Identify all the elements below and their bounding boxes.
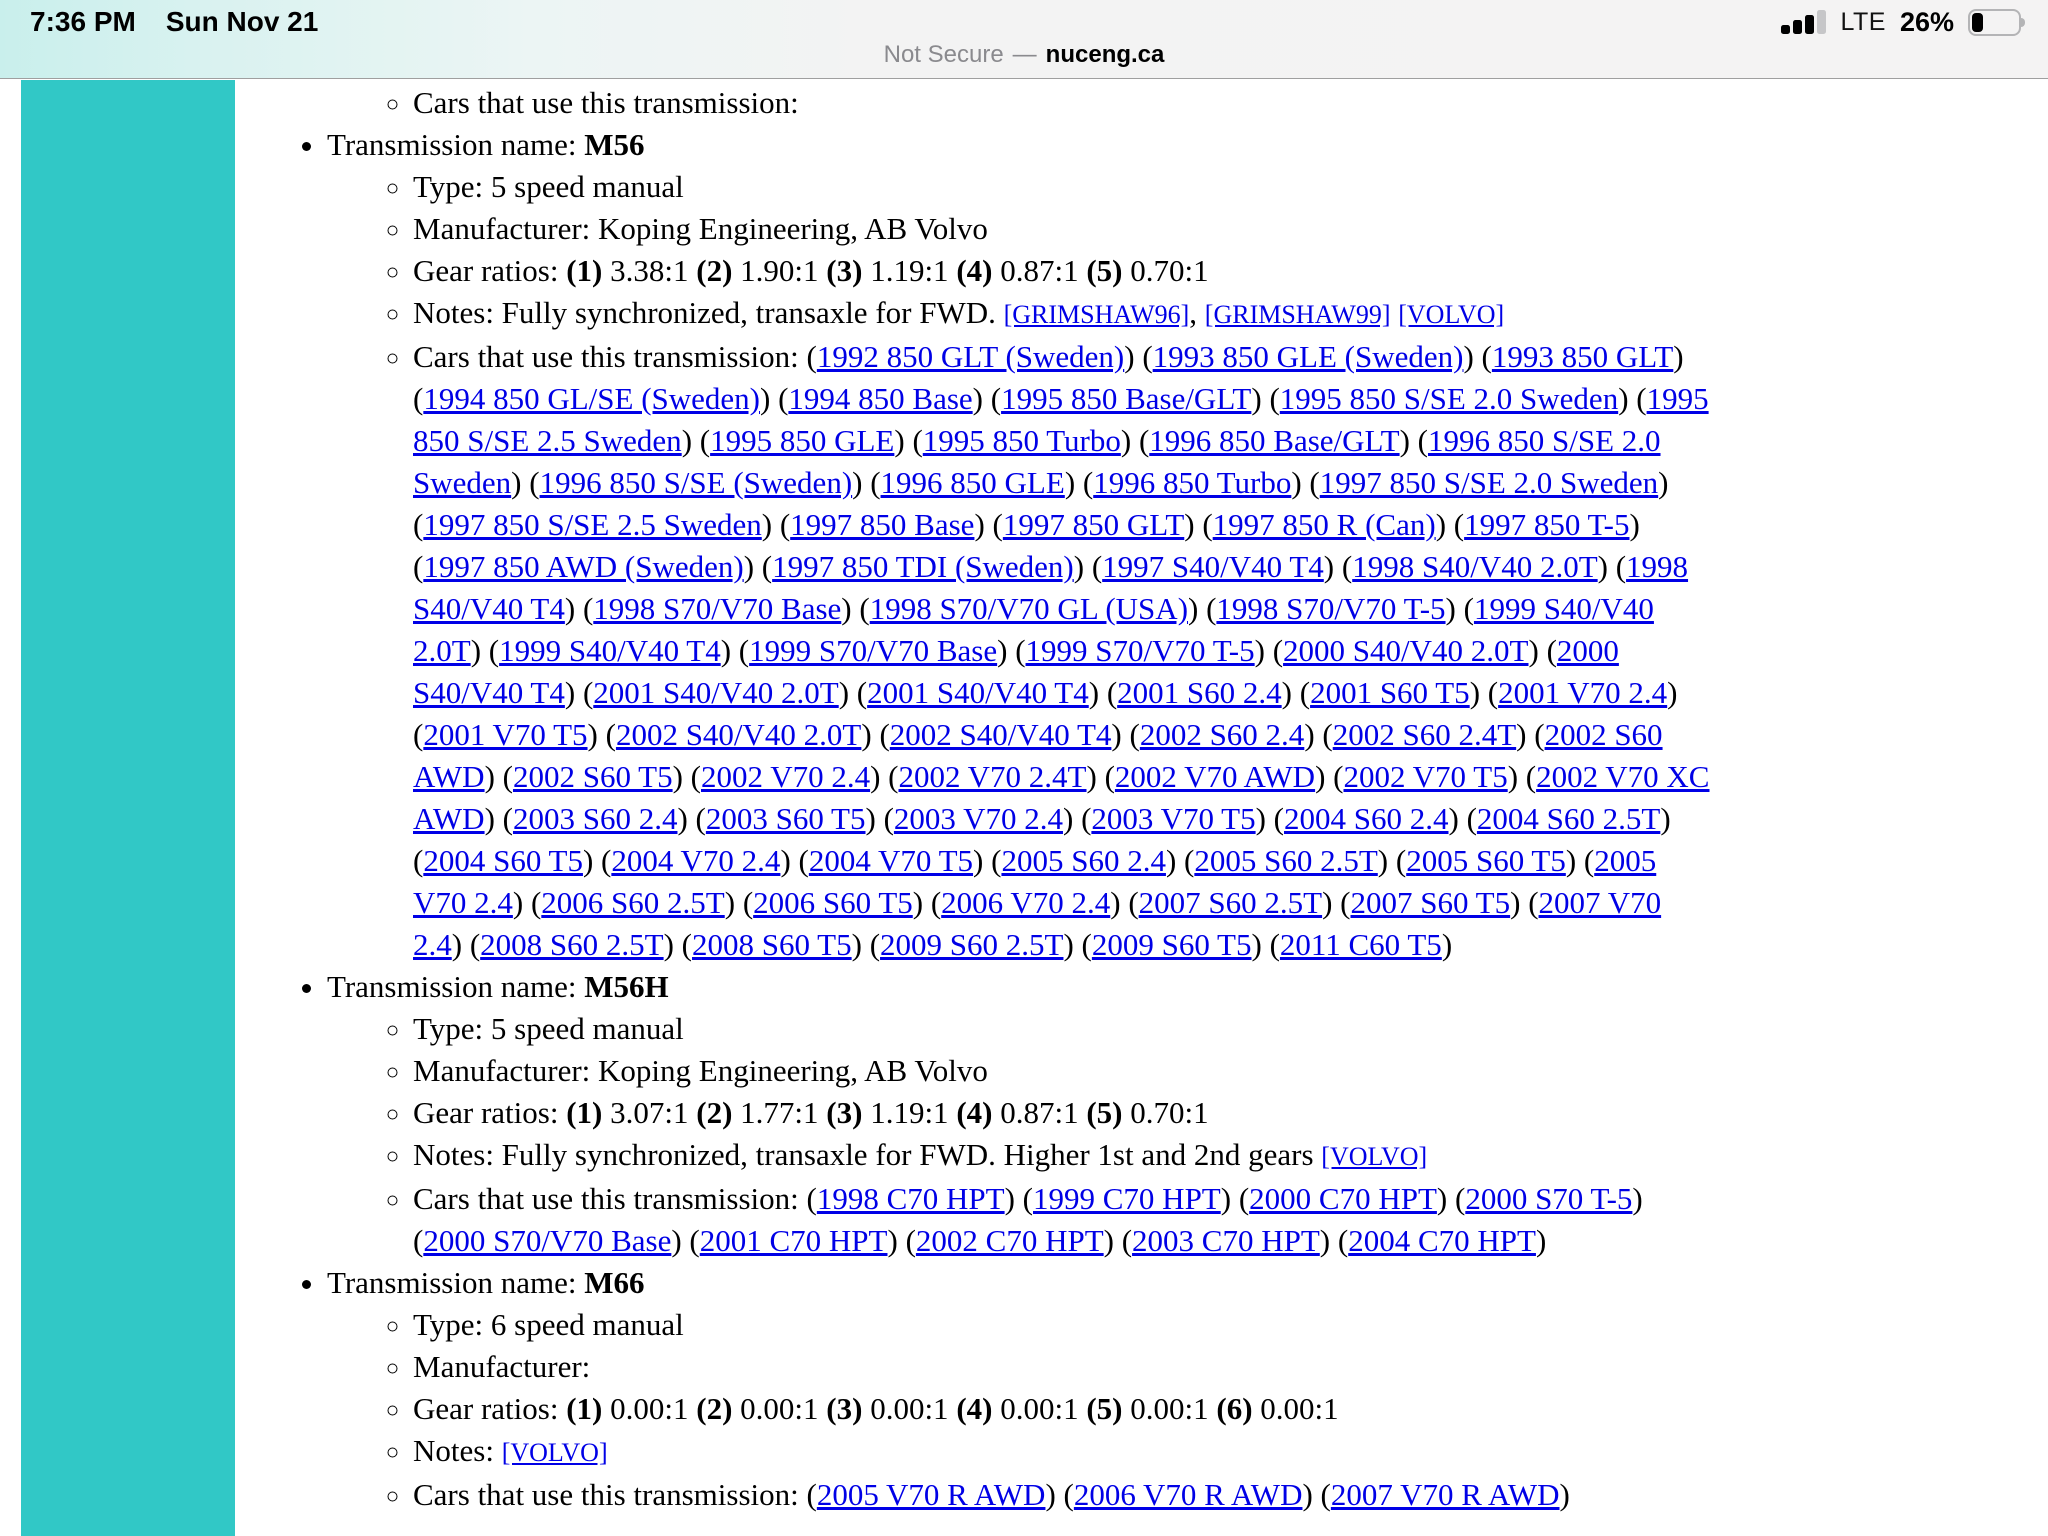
transmission-item: • Transmission name: M66 ◦ Type: 6 speed manual ◦ Manufacturer: ◦ Gear ratios: (1) 0.00:1 (2) 0.00:1 (3) 0.00:1 (4) 0.00:1 (5) 0.00:1 (6) 0.00:1 ◦ Notes: [VOLVO] ◦ Cars that use this transmission: (2005 V70 R AWD) (2006 V70 R AWD) (2007 V70 R AWD) — [327, 1262, 1713, 1516]
car-link[interactable]: 2008 S60 2.5T — [480, 927, 664, 962]
car-link[interactable]: 1998 S40/V40 T4 — [413, 549, 1689, 626]
gear-number: (4) — [956, 1095, 993, 1130]
car-link[interactable]: 2009 S60 2.5T — [880, 927, 1064, 962]
car-link[interactable]: 2002 V70 2.4T — [898, 759, 1087, 794]
car-link[interactable]: 2002 S40/V40 2.0T — [615, 717, 862, 752]
car-link[interactable]: 2006 S60 2.5T — [541, 885, 725, 920]
battery-icon — [1968, 9, 2028, 36]
detail-text: ◦ Manufacturer: — [413, 1346, 1713, 1388]
gear-number: (2) — [696, 1391, 733, 1426]
car-link[interactable]: 1997 850 Base — [790, 507, 975, 542]
gear-number: (2) — [696, 1095, 733, 1130]
car-link[interactable]: 2006 S60 T5 — [753, 885, 913, 920]
car-link[interactable]: 1999 C70 HPT — [1033, 1181, 1221, 1216]
car-link[interactable]: 1997 S40/V40 T4 — [1102, 549, 1324, 584]
transmission-item: • Transmission name: M56 ◦ Type: 5 speed manual ◦ Manufacturer: Koping Engineering, AB Volvo ◦ Gear ratios: (1) 3.38:1 (2) 1.90:1 (3) 1.19:1 (4) 0.87:1 (5) 0.70:1 ◦ Notes: Fully synchronized, transaxle for FWD. [GRIMSHAW96], [GRIMSHAW99] [VOLVO] ◦ Cars that use this transmission: (1992 850 GLT (Sweden)) (1993 850 GLE (Sweden)) (1993 850 GLT) (1994 850 GL/SE (Sweden)) (1994 850 Base) (1995 850 Base/GLT) (1995 850 S/SE 2.0 Sweden) (1995 850 S/SE 2.5 Sweden) (1995 850 GLE) (1995 850 Turbo) (1996 850 Base/GLT) (1996 850 S/SE 2.0 Sweden) (1996 850 S/SE (Sweden)) (1996 850 GLE) (1996 850 Turbo) (1997 850 S/SE 2.0 Sweden) (1997 850 S/SE 2.5 Sweden) (1997 850 Base) (1997 850 GLT) (1997 850 R (Can)) (1997 850 T-5) (1997 850 AWD (Sweden)) (1997 850 TDI (Sweden)) (1997 S40/V40 T4) (1998 S40/V40 2.0T) (1998 S40/V40 T4) (1998 S70/V70 Base) (1998 S70/V70 GL (USA)) (1998 S70/V70 T-5) (1999 S40/V40 2.0T) (1999 S40/V40 T4) (1999 S70/V70 Base) (1999 S70/V70 T-5) (2000 S40/V40 2.0T) (2000 S40/V40 T4) (2001 S40/V40 2.0T) (2001 S40/V40 T4) (2001 S60 2.4) (2001 S60 T5) (2001 V70 2.4) (2001 V70 T5) (2002 S40/V40 2.0T) (2002 S40/V40 T4) (2002 S60 2.4) (2002 S60 2.4T) (2002 S60 AWD) (2002 S60 T5) (2002 V70 2.4) (2002 V70 2.4T) (2002 V70 AWD) (2002 V70 T5) (2002 V70 XC AWD) (2003 S60 2.4) (2003 S60 T5) (2003 V70 2.4) (2003 V70 T5) (2004 S60 2.4) (2004 S60 2.5T) (2004 S60 T5) (2004 V70 2.4) (2004 V70 T5) (2005 S60 2.4) (2005 S60 2.5T) (2005 S60 T5) (2005 V70 2.4) (2006 S60 2.5T) (2006 S60 T5) (2006 V70 2.4) (2007 S60 2.5T) (2007 S60 T5) (2007 V70 2.4) (2008 S60 2.5T) (2008 S60 T5) (2009 S60 2.5T) (2009 S60 T5) (2011 C60 T5) — [327, 124, 1713, 966]
cellular-signal-icon — [1781, 10, 1826, 34]
gear-number: (4) — [956, 1391, 993, 1426]
car-link[interactable]: 1995 850 S/SE 2.5 Sweden — [413, 381, 1709, 458]
car-link[interactable]: 2003 C70 HPT — [1132, 1223, 1320, 1258]
car-link[interactable]: 2003 S60 2.4 — [512, 801, 678, 836]
signal-bar — [1805, 15, 1814, 34]
car-link[interactable]: 2008 S60 T5 — [692, 927, 852, 962]
car-link[interactable]: 1997 850 S/SE 2.0 Sweden — [1319, 465, 1659, 500]
car-link[interactable]: 2002 S60 T5 — [512, 759, 673, 794]
transmission-name: M66 — [584, 1265, 645, 1300]
car-link[interactable]: 1993 850 GLE (Sweden) — [1152, 339, 1464, 374]
car-link[interactable]: 2000 S40/V40 2.0T — [1283, 633, 1529, 668]
car-link[interactable]: 2004 V70 T5 — [808, 843, 974, 878]
detail-gears: ◦ Gear ratios: (1) 3.38:1 (2) 1.90:1 (3) 1.19:1 (4) 0.87:1 (5) 0.70:1 — [413, 250, 1713, 292]
transmission-details — [327, 1304, 1713, 1516]
status-time: 7:36 PM — [30, 6, 136, 37]
car-link[interactable]: 2001 V70 2.4 — [1498, 675, 1668, 710]
car-link[interactable]: 1996 850 S/SE 2.0 Sweden — [413, 423, 1661, 500]
gear-number: (5) — [1086, 253, 1123, 288]
detail-notes: ◦ Notes: Fully synchronized, transaxle for FWD. [GRIMSHAW96], [GRIMSHAW99] [VOLVO] — [413, 292, 1713, 336]
car-link[interactable]: 1994 850 GL/SE (Sweden) — [423, 381, 760, 416]
car-link[interactable]: 2003 V70 T5 — [1091, 801, 1256, 836]
gear-number: (1) — [566, 253, 603, 288]
citation-link[interactable]: [VOLVO] — [501, 1438, 608, 1467]
car-link[interactable]: 2001 S40/V40 2.0T — [593, 675, 839, 710]
page-sidebar — [21, 80, 235, 1536]
gear-number: (2) — [696, 253, 733, 288]
gear-number: (4) — [956, 253, 993, 288]
gear-number: (5) — [1086, 1391, 1123, 1426]
car-link[interactable]: 1998 S70/V70 T-5 — [1216, 591, 1446, 626]
address-bar[interactable] — [0, 40, 2048, 70]
citation-link[interactable]: [VOLVO] — [1321, 1142, 1428, 1171]
gear-number: (1) — [566, 1095, 603, 1130]
gear-number: (3) — [826, 1391, 863, 1426]
detail-text: ◦ Type: 5 speed manual — [413, 166, 1713, 208]
citation-link[interactable]: [VOLVO] — [1398, 300, 1505, 329]
car-link[interactable]: 2000 S40/V40 T4 — [413, 633, 1619, 710]
page-content — [235, 80, 1713, 1516]
url-separator: — — [1012, 41, 1037, 68]
detail-notes: ◦ Notes: Fully synchronized, transaxle for FWD. Higher 1st and 2nd gears [VOLVO] — [413, 1134, 1713, 1178]
car-link[interactable]: 1998 S40/V40 2.0T — [1352, 549, 1598, 584]
transmission-details — [327, 166, 1713, 966]
car-link[interactable]: 1997 850 S/SE 2.5 Sweden — [423, 507, 762, 542]
car-link[interactable]: 2002 S40/V40 T4 — [889, 717, 1112, 752]
car-link[interactable]: 2002 S60 AWD — [413, 717, 1663, 794]
signal-bar — [1781, 25, 1790, 34]
car-link[interactable]: 2000 S70/V70 Base — [423, 1223, 672, 1258]
car-link[interactable]: 1997 850 TDI (Sweden) — [772, 549, 1074, 584]
car-link[interactable]: 1992 850 GLT (Sweden) — [816, 339, 1125, 374]
battery-fill — [1972, 13, 1983, 32]
car-link[interactable]: 2005 S60 2.5T — [1194, 843, 1378, 878]
car-link[interactable]: 2002 S60 2.4T — [1332, 717, 1517, 752]
transmission-list — [235, 124, 1713, 1516]
car-link[interactable]: 1996 850 GLE — [880, 465, 1065, 500]
battery-percentage: 26% — [1899, 6, 1954, 37]
car-link[interactable]: 1995 850 GLE — [710, 423, 895, 458]
safari-chrome — [0, 0, 2048, 79]
citation-link[interactable]: [GRIMSHAW96] — [1003, 300, 1190, 329]
car-link[interactable]: 2000 C70 HPT — [1249, 1181, 1437, 1216]
car-link[interactable]: 1997 850 AWD (Sweden) — [423, 549, 744, 584]
car-link[interactable]: 1997 850 T-5 — [1464, 507, 1630, 542]
citation-link[interactable]: [GRIMSHAW99] — [1204, 300, 1391, 329]
car-link[interactable]: 2004 S60 2.4 — [1284, 801, 1449, 836]
car-link[interactable]: 2004 V70 2.4 — [611, 843, 781, 878]
car-link[interactable]: 1997 850 R (Can) — [1212, 507, 1436, 542]
signal-bar — [1817, 10, 1826, 34]
detail-gears: ◦ Gear ratios: (1) 3.07:1 (2) 1.77:1 (3) 1.19:1 (4) 0.87:1 (5) 0.70:1 — [413, 1092, 1713, 1134]
gear-number: (6) — [1216, 1391, 1253, 1426]
detail-cars: ◦ Cars that use this transmission: (1998 C70 HPT) (1999 C70 HPT) (2000 C70 HPT) (2000 S70 T-5) (2000 S70/V70 Base) (2001 C70 HPT) (2002 C70 HPT) (2003 C70 HPT) (2004 C70 HPT) — [413, 1178, 1713, 1262]
car-link[interactable]: 1995 850 Base/GLT — [1001, 381, 1252, 416]
car-link[interactable]: 2006 V70 2.4 — [941, 885, 1111, 920]
car-link[interactable]: 2007 V70 2.4 — [413, 885, 1662, 962]
car-link[interactable]: 2000 S70 T-5 — [1465, 1181, 1633, 1216]
car-link[interactable]: 2001 S60 T5 — [1310, 675, 1470, 710]
car-link[interactable]: 2002 V70 2.4 — [701, 759, 871, 794]
car-link[interactable]: 2009 S60 T5 — [1091, 927, 1252, 962]
car-link[interactable]: 1999 S40/V40 T4 — [499, 633, 721, 668]
transmission-item: • Transmission name: M56H ◦ Type: 5 speed manual ◦ Manufacturer: Koping Engineering, AB Volvo ◦ Gear ratios: (1) 3.07:1 (2) 1.77:1 (3) 1.19:1 (4) 0.87:1 (5) 0.70:1 ◦ Notes: Fully synchronized, transaxle for FWD. Higher 1st and 2nd gears [VOLVO] ◦ Cars that use this transmission: (1998 C70 HPT) (1999 C70 HPT) (2000 C70 HPT) (2000 S70 T-5) (2000 S70/V70 Base) (2001 C70 HPT) (2002 C70 HPT) (2003 C70 HPT) (2004 C70 HPT) — [327, 966, 1713, 1262]
car-link[interactable]: 1996 850 S/SE (Sweden) — [539, 465, 853, 500]
car-link[interactable]: 2007 V70 R AWD — [1330, 1477, 1560, 1512]
car-link[interactable]: 2005 S60 2.4 — [1001, 843, 1166, 878]
car-link[interactable]: 1999 S40/V40 2.0T — [413, 591, 1654, 668]
car-link[interactable]: 1998 S70/V70 GL (USA) — [869, 591, 1189, 626]
battery-nub — [2021, 18, 2025, 27]
status-date: Sun Nov 21 — [165, 6, 319, 37]
transmission-name: M56H — [584, 969, 669, 1004]
car-link[interactable]: 1998 S70/V70 Base — [593, 591, 842, 626]
car-link[interactable]: 1995 850 Turbo — [922, 423, 1121, 458]
car-link[interactable]: 2006 V70 R AWD — [1073, 1477, 1303, 1512]
car-link[interactable]: 2002 V70 AWD — [1114, 759, 1316, 794]
car-link[interactable]: 1997 850 GLT — [1002, 507, 1185, 542]
car-link[interactable]: 1993 850 GLT — [1491, 339, 1674, 374]
not-secure-label: Not Secure — [883, 41, 1004, 68]
car-link[interactable]: 1994 850 Base — [788, 381, 973, 416]
car-link[interactable]: 2001 S40/V40 T4 — [867, 675, 1089, 710]
car-link[interactable]: 2007 S60 T5 — [1350, 885, 1511, 920]
car-link[interactable]: 2001 C70 HPT — [699, 1223, 888, 1258]
car-link[interactable]: 2011 C60 T5 — [1279, 927, 1442, 962]
car-link[interactable]: 1996 850 Base/GLT — [1149, 423, 1400, 458]
car-link[interactable]: 2005 V70 2.4 — [413, 843, 1657, 920]
car-link[interactable]: 2001 S60 2.4 — [1117, 675, 1282, 710]
car-link[interactable]: 1996 850 Turbo — [1093, 465, 1292, 500]
car-link[interactable]: 1999 S70/V70 T-5 — [1025, 633, 1255, 668]
car-link[interactable]: 2001 V70 T5 — [423, 717, 588, 752]
car-link[interactable]: 2002 S60 2.4 — [1139, 717, 1305, 752]
signal-bar — [1793, 20, 1802, 34]
car-link[interactable]: 2004 S60 2.5T — [1476, 801, 1661, 836]
transmission-name: M56 — [584, 127, 645, 162]
car-link[interactable]: 2004 S60 T5 — [423, 843, 583, 878]
car-link[interactable]: 1999 S70/V70 Base — [749, 633, 998, 668]
status-indicators — [1781, 6, 2028, 38]
previous-entry-tail — [327, 82, 1713, 124]
detail-text: ◦ Type: 6 speed manual — [413, 1304, 1713, 1346]
car-link[interactable]: 2005 S60 T5 — [1406, 843, 1566, 878]
gear-number: (5) — [1086, 1095, 1123, 1130]
car-link[interactable]: 1998 C70 HPT — [816, 1181, 1005, 1216]
car-link[interactable]: 2003 S60 T5 — [705, 801, 866, 836]
gear-number: (1) — [566, 1391, 603, 1426]
car-link[interactable]: 2005 V70 R AWD — [816, 1477, 1046, 1512]
url-domain: nuceng.ca — [1045, 41, 1165, 68]
car-link[interactable]: 1995 850 S/SE 2.0 Sweden — [1279, 381, 1619, 416]
gear-number: (3) — [826, 1095, 863, 1130]
detail-gears: ◦ Gear ratios: (1) 0.00:1 (2) 0.00:1 (3) 0.00:1 (4) 0.00:1 (5) 0.00:1 (6) 0.00:1 — [413, 1388, 1713, 1430]
network-type-label: LTE — [1840, 7, 1886, 36]
gear-number: (3) — [826, 253, 863, 288]
detail-text: ◦ Manufacturer: Koping Engineering, AB Volvo — [413, 1050, 1713, 1092]
detail-text: ◦ Manufacturer: Koping Engineering, AB Volvo — [413, 208, 1713, 250]
car-link[interactable]: 2002 V70 XC AWD — [413, 759, 1710, 836]
car-link[interactable]: 2003 V70 2.4 — [893, 801, 1063, 836]
detail-text: ◦ Type: 5 speed manual — [413, 1008, 1713, 1050]
detail-cars: ◦ Cars that use this transmission: (2005 V70 R AWD) (2006 V70 R AWD) (2007 V70 R AWD) — [413, 1474, 1713, 1516]
car-link[interactable]: 2007 S60 2.5T — [1138, 885, 1323, 920]
car-link[interactable]: 2004 C70 HPT — [1348, 1223, 1536, 1258]
car-link[interactable]: 2002 C70 HPT — [915, 1223, 1104, 1258]
detail-notes: ◦ Notes: [VOLVO] — [413, 1430, 1713, 1474]
detail-cars-empty: ◦ Cars that use this transmission: — [413, 82, 1713, 124]
car-link[interactable]: 2002 V70 T5 — [1343, 759, 1508, 794]
detail-cars: ◦ Cars that use this transmission: (1992 850 GLT (Sweden)) (1993 850 GLE (Sweden)) (1993 850 GLT) (1994 850 GL/SE (Sweden)) (1994 850 Base) (1995 850 Base/GLT) (1995 850 S/SE 2.0 Sweden) (1995 850 S/SE 2.5 Sweden) (1995 850 GLE) (1995 850 Turbo) (1996 850 Base/GLT) (1996 850 S/SE 2.0 Sweden) (1996 850 S/SE (Sweden)) (1996 850 GLE) (1996 850 Turbo) (1997 850 S/SE 2.0 Sweden) (1997 850 S/SE 2.5 Sweden) (1997 850 Base) (1997 850 GLT) (1997 850 R (Can)) (1997 850 T-5) (1997 850 AWD (Sweden)) (1997 850 TDI (Sweden)) (1997 S40/V40 T4) (1998 S40/V40 2.0T) (1998 S40/V40 T4) (1998 S70/V70 Base) (1998 S70/V70 GL (USA)) (1998 S70/V70 T-5) (1999 S40/V40 2.0T) (1999 S40/V40 T4) (1999 S70/V70 Base) (1999 S70/V70 T-5) (2000 S40/V40 2.0T) (2000 S40/V40 T4) (2001 S40/V40 2.0T) (2001 S40/V40 T4) (2001 S60 2.4) (2001 S60 T5) (2001 V70 2.4) (2001 V70 T5) (2002 S40/V40 2.0T) (2002 S40/V40 T4) (2002 S60 2.4) (2002 S60 2.4T) (2002 S60 AWD) (2002 S60 T5) (2002 V70 2.4) (2002 V70 2.4T) (2002 V70 AWD) (2002 V70 T5) (2002 V70 XC AWD) (2003 S60 2.4) (2003 S60 T5) (2003 V70 2.4) (2003 V70 T5) (2004 S60 2.4) (2004 S60 2.5T) (2004 S60 T5) (2004 V70 2.4) (2004 V70 T5) (2005 S60 2.4) (2005 S60 2.5T) (2005 S60 T5) (2005 V70 2.4) (2006 S60 2.5T) (2006 S60 T5) (2006 V70 2.4) (2007 S60 2.5T) (2007 S60 T5) (2007 V70 2.4) (2008 S60 2.5T) (2008 S60 T5) (2009 S60 2.5T) (2009 S60 T5) (2011 C60 T5) — [413, 336, 1713, 966]
status-time-date — [30, 6, 318, 38]
transmission-details — [327, 1008, 1713, 1262]
